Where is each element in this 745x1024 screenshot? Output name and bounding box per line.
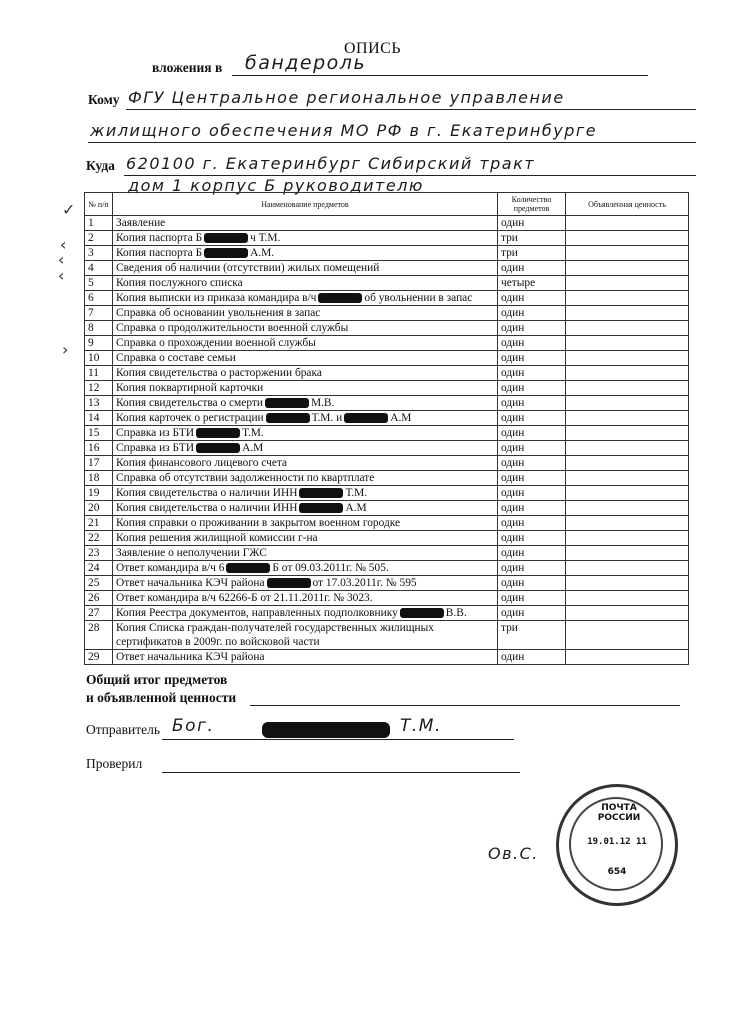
- redacted-text: [400, 608, 444, 618]
- col-qty-header: Количество предметов: [498, 193, 566, 216]
- row-quantity: один: [498, 531, 566, 546]
- row-declared-value: [566, 321, 689, 336]
- item-name-text: Копия свидетельства о смерти: [116, 397, 263, 409]
- table-row: [85, 426, 689, 441]
- item-name-text: Справка из БТИ: [116, 442, 195, 454]
- row-item-name: [113, 621, 498, 650]
- item-name-text: Копия решения жилищной комиссии г-на: [116, 532, 318, 544]
- row-declared-value: [566, 366, 689, 381]
- item-name-text: Справка об основании увольнения в запас: [116, 307, 321, 319]
- attachment-line: [232, 74, 648, 76]
- row-declared-value: [566, 426, 689, 441]
- item-name-text: ч Т.М.: [250, 232, 281, 244]
- row-quantity: один: [498, 471, 566, 486]
- row-quantity: один: [498, 336, 566, 351]
- item-name-text: Ответ командира в/ч 62266-Б от 21.11.2011г. № 3023.: [116, 592, 373, 604]
- checked-line: [162, 771, 520, 773]
- table-row: [85, 546, 689, 561]
- item-name-text: Копия справки о проживании в закрытом военном городке: [116, 517, 401, 529]
- row-item-name: [113, 351, 498, 366]
- item-name-text: А.М: [345, 502, 367, 514]
- row-number: 20: [85, 501, 113, 516]
- row-declared-value: [566, 381, 689, 396]
- checked-label: Проверил: [86, 756, 143, 771]
- row-item-name: [113, 381, 498, 396]
- row-quantity: один: [498, 321, 566, 336]
- row-quantity: один: [498, 591, 566, 606]
- row-number: 2: [85, 231, 113, 246]
- table-row: [85, 516, 689, 531]
- stamp-date: 19.01.12 11: [587, 837, 647, 847]
- row-declared-value: [566, 546, 689, 561]
- row-quantity: один: [498, 216, 566, 231]
- table-row: [85, 291, 689, 306]
- redacted-name: [262, 722, 390, 738]
- total-label-2: и объявленной ценности: [86, 690, 237, 705]
- row-declared-value: [566, 306, 689, 321]
- col-name-header: Наименование предметов: [113, 193, 498, 216]
- row-declared-value: [566, 561, 689, 576]
- item-name-text: Ответ начальника КЭЧ района: [116, 577, 265, 589]
- row-declared-value: [566, 516, 689, 531]
- row-declared-value: [566, 276, 689, 291]
- sender-line: [162, 738, 514, 740]
- item-name-text: Справка об отсутствии задолженности по квартплате: [116, 472, 375, 484]
- row-item-name: [113, 276, 498, 291]
- to-value-1: ФГУ Центральное региональное управление: [128, 88, 565, 107]
- row-number: 14: [85, 411, 113, 426]
- table-row: [85, 381, 689, 396]
- row-number: 13: [85, 396, 113, 411]
- row-item-name: [113, 291, 498, 306]
- row-item-name: [113, 471, 498, 486]
- table-row: [85, 441, 689, 456]
- row-quantity: один: [498, 396, 566, 411]
- row-number: 29: [85, 650, 113, 665]
- row-quantity: один: [498, 411, 566, 426]
- redacted-text: [267, 578, 311, 588]
- redacted-text: [299, 503, 343, 513]
- row-quantity: один: [498, 486, 566, 501]
- row-number: 6: [85, 291, 113, 306]
- item-name-text: В.В.: [445, 607, 467, 619]
- row-number: 24: [85, 561, 113, 576]
- row-item-name: [113, 501, 498, 516]
- where-label: Куда: [86, 158, 115, 173]
- item-name-text: Справка о составе семьи: [116, 352, 236, 364]
- row-declared-value: [566, 351, 689, 366]
- row-number: 28: [85, 621, 113, 650]
- total-line: [250, 704, 680, 706]
- item-name-text: Копия послужного списка: [116, 277, 243, 289]
- row-declared-value: [566, 246, 689, 261]
- row-number: 25: [85, 576, 113, 591]
- row-item-name: [113, 411, 498, 426]
- item-name-text: Копия свидетельства о наличии ИНН: [116, 487, 298, 499]
- row-item-name: [113, 606, 498, 621]
- row-item-name: [113, 426, 498, 441]
- row-number: 15: [85, 426, 113, 441]
- sender-label: Отправитель: [86, 722, 160, 737]
- row-quantity: один: [498, 381, 566, 396]
- row-item-name: [113, 396, 498, 411]
- stamp-bottom-text: 654: [607, 867, 627, 877]
- table-row: [85, 246, 689, 261]
- item-name-text: Заявление о неполучении ГЖС: [116, 547, 267, 559]
- table-row: [85, 261, 689, 276]
- row-number: 12: [85, 381, 113, 396]
- row-number: 23: [85, 546, 113, 561]
- table-row: [85, 471, 689, 486]
- row-item-name: [113, 321, 498, 336]
- row-declared-value: [566, 411, 689, 426]
- table-row: [85, 306, 689, 321]
- row-number: 22: [85, 531, 113, 546]
- row-quantity: один: [498, 366, 566, 381]
- table-row: [85, 396, 689, 411]
- row-item-name: [113, 486, 498, 501]
- row-quantity: один: [498, 516, 566, 531]
- row-number: 4: [85, 261, 113, 276]
- row-declared-value: [566, 441, 689, 456]
- redacted-text: [196, 428, 240, 438]
- row-item-name: [113, 456, 498, 471]
- row-number: 19: [85, 486, 113, 501]
- document-title: ОПИСЬ: [343, 40, 402, 57]
- inventory-table-body: [85, 216, 689, 665]
- row-quantity: один: [498, 576, 566, 591]
- item-name-text: Копия Списка граждан-получателей государственных жилищных сертификатов в 2009г. по войсковой части: [116, 622, 434, 648]
- table-row: [85, 606, 689, 621]
- check-mark-icon: ‹: [60, 235, 67, 254]
- item-name-text: Копия финансового лицевого счета: [116, 457, 288, 469]
- row-number: 8: [85, 321, 113, 336]
- table-row: [85, 276, 689, 291]
- where-value-2: дом 1 корпус Б руководителю: [128, 176, 424, 195]
- row-quantity: один: [498, 606, 566, 621]
- row-number: 27: [85, 606, 113, 621]
- table-row: [85, 366, 689, 381]
- row-quantity: один: [498, 441, 566, 456]
- row-item-name: [113, 216, 498, 231]
- table-row: [85, 411, 689, 426]
- col-num-header: № п/п: [85, 193, 113, 216]
- check-mark-icon: ›: [62, 340, 69, 359]
- item-name-text: от 17.03.2011г. № 595: [312, 577, 417, 589]
- row-declared-value: [566, 486, 689, 501]
- row-declared-value: [566, 291, 689, 306]
- item-name-text: М.В.: [310, 397, 335, 409]
- row-item-name: [113, 336, 498, 351]
- item-name-text: Копия карточек о регистрации: [116, 412, 264, 424]
- checker-signature: Ов.С.: [488, 844, 539, 863]
- redacted-text: [299, 488, 343, 498]
- redacted-text: [196, 443, 240, 453]
- row-quantity: один: [498, 501, 566, 516]
- redacted-text: [344, 413, 388, 423]
- item-name-text: А.М.: [250, 247, 275, 259]
- row-declared-value: [566, 261, 689, 276]
- item-name-text: Копия выписки из приказа командира в/ч: [116, 292, 317, 304]
- to-line-2: [88, 141, 696, 143]
- row-quantity: один: [498, 456, 566, 471]
- table-row: [85, 351, 689, 366]
- row-number: 11: [85, 366, 113, 381]
- item-name-text: А.М: [242, 442, 264, 454]
- row-item-name: [113, 261, 498, 276]
- row-item-name: [113, 546, 498, 561]
- row-number: 18: [85, 471, 113, 486]
- item-name-text: Т.М.: [242, 427, 264, 439]
- row-declared-value: [566, 336, 689, 351]
- to-value-2: жилищного обеспечения МО РФ в г. Екатеринбурге: [90, 121, 598, 140]
- row-item-name: [113, 576, 498, 591]
- row-quantity: четыре: [498, 276, 566, 291]
- row-number: 16: [85, 441, 113, 456]
- row-number: 5: [85, 276, 113, 291]
- row-quantity: один: [498, 261, 566, 276]
- item-name-text: Копия поквартирной карточки: [116, 382, 264, 394]
- stamp-top-text: ПОЧТА РОССИИ: [597, 803, 641, 823]
- table-row: [85, 216, 689, 231]
- row-number: 9: [85, 336, 113, 351]
- total-label-1: Общий итог предметов: [86, 672, 228, 687]
- where-value-1: 620100 г. Екатеринбург Сибирский тракт: [126, 154, 536, 173]
- to-label: Кому: [88, 92, 120, 107]
- item-name-text: Б от 09.03.2011г. № 505.: [272, 562, 389, 574]
- row-declared-value: [566, 456, 689, 471]
- table-row: [85, 591, 689, 606]
- table-row: [85, 501, 689, 516]
- row-item-name: [113, 650, 498, 665]
- item-name-text: Копия свидетельства о расторжении брака: [116, 367, 322, 379]
- redacted-text: [318, 293, 362, 303]
- row-item-name: [113, 246, 498, 261]
- row-number: 10: [85, 351, 113, 366]
- row-declared-value: [566, 650, 689, 665]
- sender-initials: Т.М.: [400, 716, 442, 736]
- row-quantity: один: [498, 561, 566, 576]
- to-line-1: [126, 108, 696, 110]
- row-declared-value: [566, 621, 689, 650]
- item-name-text: Сведения об наличии (отсутствии) жилых помещений: [116, 262, 380, 274]
- table-row: [85, 650, 689, 665]
- row-quantity: один: [498, 351, 566, 366]
- row-quantity: один: [498, 306, 566, 321]
- row-declared-value: [566, 231, 689, 246]
- row-quantity: три: [498, 231, 566, 246]
- row-number: 7: [85, 306, 113, 321]
- redacted-text: [226, 563, 270, 573]
- row-number: 1: [85, 216, 113, 231]
- row-item-name: [113, 231, 498, 246]
- row-item-name: [113, 516, 498, 531]
- item-name-text: Копия паспорта Б: [116, 232, 203, 244]
- check-mark-icon: ‹: [58, 266, 65, 285]
- row-number: 17: [85, 456, 113, 471]
- item-name-text: об увольнении в запас: [364, 292, 473, 304]
- row-quantity: один: [498, 426, 566, 441]
- postal-stamp: [556, 784, 678, 906]
- row-declared-value: [566, 531, 689, 546]
- table-row: [85, 456, 689, 471]
- row-declared-value: [566, 591, 689, 606]
- row-declared-value: [566, 501, 689, 516]
- row-number: 3: [85, 246, 113, 261]
- row-item-name: [113, 591, 498, 606]
- row-quantity: три: [498, 246, 566, 261]
- item-name-text: Копия Реестра документов, направленных подполковнику: [116, 607, 398, 619]
- row-number: 21: [85, 516, 113, 531]
- row-declared-value: [566, 606, 689, 621]
- table-row: [85, 561, 689, 576]
- redacted-text: [265, 398, 309, 408]
- item-name-text: Заявление: [116, 217, 166, 229]
- row-declared-value: [566, 396, 689, 411]
- table-row: [85, 321, 689, 336]
- row-item-name: [113, 561, 498, 576]
- row-number: 26: [85, 591, 113, 606]
- redacted-text: [204, 248, 248, 258]
- table-row: [85, 231, 689, 246]
- check-mark-icon: ✓: [62, 200, 76, 219]
- item-name-text: Справка о продолжительности военной службы: [116, 322, 349, 334]
- redacted-text: [266, 413, 310, 423]
- redacted-text: [204, 233, 248, 243]
- attachment-value: бандероль: [245, 52, 367, 74]
- row-quantity: один: [498, 546, 566, 561]
- attachment-label: вложения в: [152, 60, 223, 75]
- row-item-name: [113, 441, 498, 456]
- item-name-text: Ответ командира в/ч 6: [116, 562, 225, 574]
- row-declared-value: [566, 216, 689, 231]
- row-quantity: один: [498, 291, 566, 306]
- item-name-text: Ответ начальника КЭЧ района: [116, 651, 265, 663]
- table-row: [85, 576, 689, 591]
- row-item-name: [113, 366, 498, 381]
- check-mark-icon: ‹: [58, 250, 65, 269]
- table-header-row: [85, 193, 689, 216]
- row-declared-value: [566, 471, 689, 486]
- sender-signature: Бог.: [172, 716, 215, 736]
- row-quantity: три: [498, 621, 566, 650]
- inventory-table: [84, 192, 689, 665]
- item-name-text: Справка из БТИ: [116, 427, 195, 439]
- table-row: [85, 531, 689, 546]
- item-name-text: Т.М.: [345, 487, 368, 499]
- item-name-text: Т.М. и: [311, 412, 343, 424]
- row-item-name: [113, 531, 498, 546]
- col-value-header: Объявленная ценность: [566, 193, 689, 216]
- row-declared-value: [566, 576, 689, 591]
- table-row: [85, 336, 689, 351]
- item-name-text: Копия паспорта Б: [116, 247, 203, 259]
- item-name-text: Копия свидетельства о наличии ИНН: [116, 502, 298, 514]
- table-row: [85, 486, 689, 501]
- row-quantity: один: [498, 650, 566, 665]
- item-name-text: Справка о прохождении военной службы: [116, 337, 316, 349]
- item-name-text: А.М: [390, 412, 412, 424]
- row-item-name: [113, 306, 498, 321]
- table-row: [85, 621, 689, 650]
